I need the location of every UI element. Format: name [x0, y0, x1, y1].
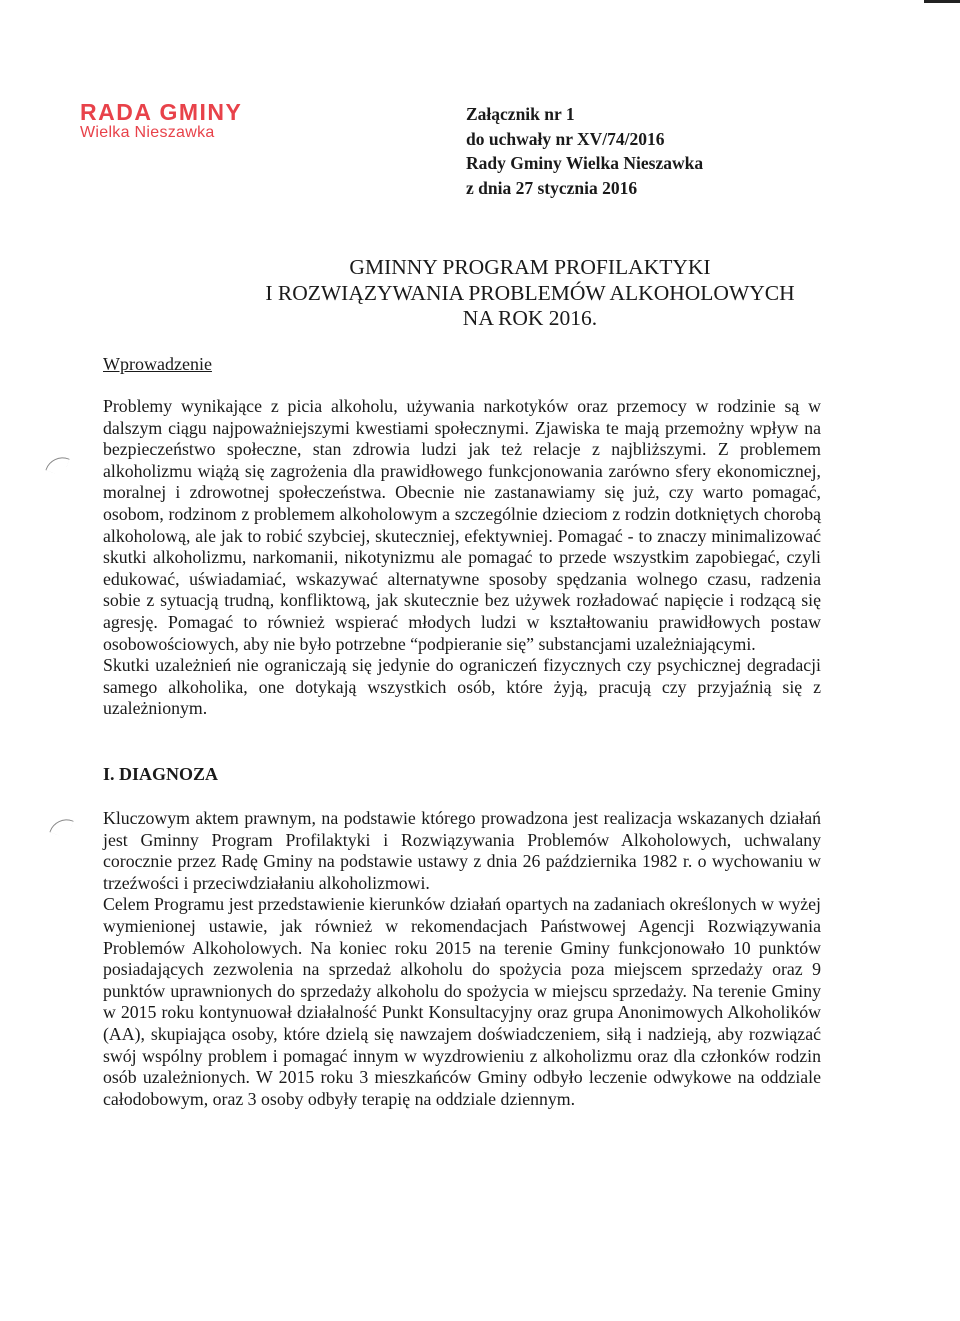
annex-council: Rady Gminy Wielka Nieszawka [466, 153, 704, 173]
intro-section [103, 396, 821, 720]
scan-edge-mark [924, 0, 960, 3]
intro-paragraph-2: Skutki uzależnień nie ograniczają się jedynie do ograniczeń fizycznych czy psychicznej degradacji samego alkoholika, one dotykają wszystkich osób, które żyją, pracują czy przyjaźnią się z uzależnionym. [103, 655, 821, 719]
title-line-3: NA ROK 2016. [462, 306, 598, 330]
annex-header [466, 102, 703, 200]
annex-resolution: do uchwały nr XV/74/2016 [466, 128, 665, 149]
diagnosis-paragraph-1: Kluczowym aktem prawnym, na podstawie którego prowadzona jest realizacja wskazanych działań jest Gminny Program Profilaktyki i Rozwiązywania Problemów Alkoholowych, uchwalany corocznie przez Radę Gminy na podstawie ustawy z dnia 26 października 1982 r. o wychowaniu w trzeźwości i przeciwdziałaniu alkoholizmowi. [103, 808, 821, 893]
margin-pencil-mark [49, 814, 73, 838]
annex-date: z dnia 27 stycznia 2016 [466, 177, 638, 198]
intro-heading: Wprowadzenie [103, 354, 212, 374]
title-line-1: GMINNY PROGRAM PROFILAKTYKI [349, 255, 711, 279]
diagnosis-section [103, 808, 821, 1110]
diagnosis-paragraph-2: Celem Programu jest przedstawienie kierunków działań opartych na zadaniach określonych w wyżej wymienionej ustawie, jak również w rekomendacjach Państwowej Agencji Rozwiązywania Problemów Alkoholowych. Na koniec roku 2015 na terenie Gminy funkcjonowało 10 punktów posiadających zezwolenia na sprzedaż alkoholu do spożycia poza miejscem sprzedaży oraz 9 punktów uprawnionych do sprzedaży alkoholu do spożycia w miejscu sprzedaży. Na terenie Gminy w 2015 roku kontynuował działalność Punkt Konsultacyjny oraz grupa Anonimowych Alkoholików (AA), skupiająca osoby, które dzielą się nawzajem doświadczeniem, siłą i nadzieją, aby rozwiązać swój wspólny problem i pomagać innym w wyzdrowieniu z alkoholizmu oraz dla członków rodzin osób uzależnionych. W 2015 roku 3 mieszkańców Gminy odbyło leczenie odwykowe na oddziale całodobowym, oraz 3 osoby odbyły terapię na oddziale dziennym. [103, 894, 821, 1109]
stamp-council-name: RADA GMINY [80, 99, 243, 125]
diagnosis-heading: I. DIAGNOZA [103, 764, 219, 784]
document-title [150, 255, 910, 332]
title-line-2: I ROZWIĄZYWANIA PROBLEMÓW ALKOHOLOWYCH [265, 280, 795, 305]
intro-paragraph-1: Problemy wynikające z picia alkoholu, używania narkotyków oraz przemocy w rodzinie są w dalszym ciągu najpoważniejszymi kwestiami społecznymi. Zjawiska te mają przemożny wpływ na bezpieczeństwo społeczne, stan zdrowia ludzi jak też relacje z najbliższymi. Z problemem alkoholizmu wiążą się zagrożenia dla prawidłowego funkcjonowania zarówno sfery ekonomicznej, moralnej i zdrowotnej społeczeństwa. Obecnie nie zastanawiamy się już, czy warto pomagać, osobom, rodzinom z problemem alkoholowym a szczególnie dzieciom z rodzin dotkniętych chorobą alkoholową, ale jak to robić szybciej, skuteczniej, efektywniej. Pomagać - to znaczy minimalizować skutki alkoholizmu, narkomanii, nikotynizmu ale pomagać to przede wszystkim zapobiegać, czyli edukować, uświadamiać, wskazywać alternatywne sposoby spędzania wolnego czasu, radzenia sobie z sytuacją trudną, konfliktową, jak skutecznie bez używek rozładować napięcie i rodzącą się agresję. Pomagać to również wspierać młodych ludzi w kształtowaniu prawidłowych postaw osobowościowych, aby nie było potrzebne “podpieranie się” substancjami uzależniającymi. [103, 396, 821, 654]
stamp-municipality-name: Wielka Nieszawka [80, 124, 215, 141]
margin-pencil-mark [45, 452, 69, 476]
council-stamp [80, 100, 242, 142]
annex-number: Załącznik nr 1 [466, 104, 575, 124]
